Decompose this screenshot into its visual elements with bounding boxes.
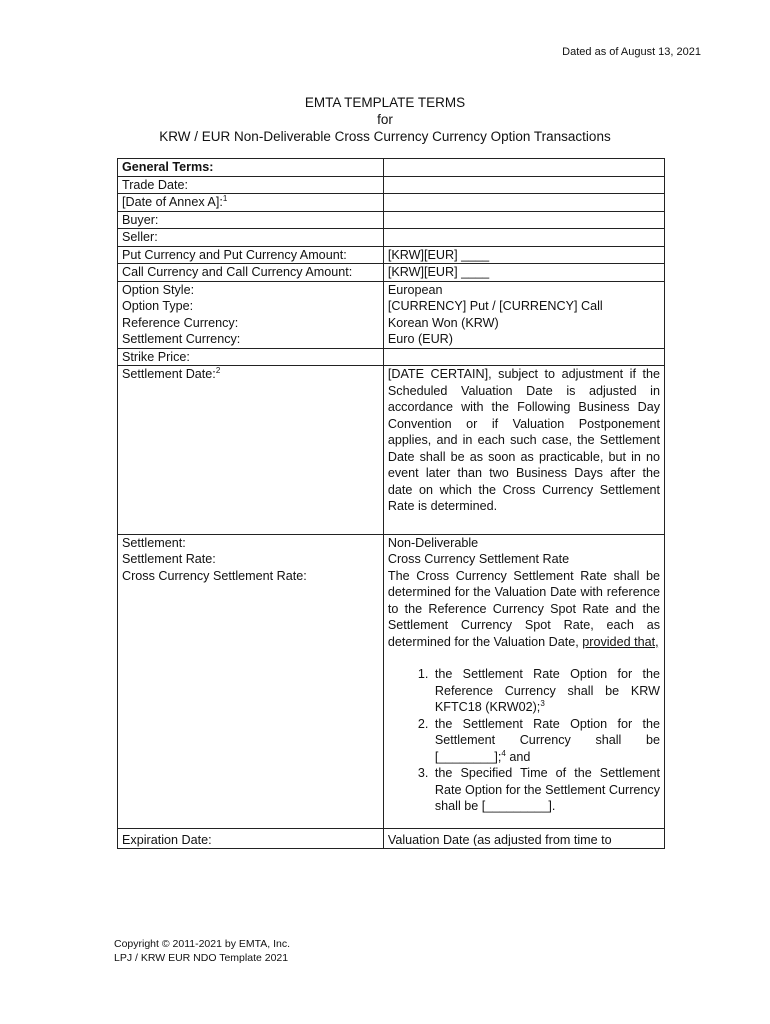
copyright-line: Copyright © 2011-2021 by EMTA, Inc. [114, 938, 291, 950]
table-row [118, 246, 665, 264]
table-row [118, 176, 665, 194]
settlement-conditions-list [388, 666, 660, 815]
expiration-date-label: Expiration Date: [118, 828, 384, 849]
footnote-ref-2[interactable]: 2 [215, 365, 221, 375]
seller-label: Seller: [118, 229, 384, 247]
page-footer [114, 938, 290, 965]
table-row [118, 534, 665, 828]
list-item: 3. the Specified Time of the Settlement Rate Option for the Settlement Currency shall be [_________]. [432, 765, 660, 815]
option-style-label: Option Style: [122, 282, 195, 297]
footnote-ref-1[interactable]: 1 [222, 193, 228, 203]
table-row [118, 366, 665, 535]
reference-currency-value: Korean Won (KRW) [387, 315, 499, 330]
provided-that: provided that, [582, 634, 659, 649]
put-currency-value: [KRW][EUR] ____ [383, 246, 664, 264]
cross-currency-settlement-rate-label: Cross Currency Settlement Rate: [122, 568, 307, 583]
footnote-ref-3[interactable]: 3 [540, 698, 545, 708]
list-item: 2. the Settlement Rate Option for the Settlement Currency shall be [________];$^4$ and [432, 716, 660, 766]
footnote-ref-4[interactable]: 4 [501, 748, 506, 758]
table-row [118, 159, 665, 177]
option-type-label: Option Type: [122, 299, 194, 313]
call-currency-value: [KRW][EUR] ____ [383, 264, 664, 282]
template-id-line: LPJ / KRW EUR NDO Template 2021 [114, 951, 289, 964]
settlement-value: Non-Deliverable [387, 535, 479, 550]
option-type-value: [CURRENCY] Put / [CURRENCY] Call [387, 299, 603, 313]
trade-date-label: Trade Date: [118, 176, 384, 194]
option-style-value: European [387, 282, 443, 297]
document-title [0, 94, 770, 145]
buyer-label: Buyer: [118, 211, 384, 229]
dated-as-of: Dated as of August 13, 2021 [562, 46, 701, 58]
table-row [118, 281, 665, 348]
expiration-date-value: Valuation Date (as adjusted from time to [387, 832, 612, 846]
settlement-date-label: Settlement Date:$^2$ [118, 366, 384, 535]
settlement-rate-label: Settlement Rate: [122, 552, 216, 566]
title-line-1: EMTA TEMPLATE TERMS [304, 95, 466, 110]
settlement-currency-value: Euro (EUR) [387, 332, 453, 346]
put-currency-label: Put Currency and Put Currency Amount: [118, 246, 384, 264]
call-currency-label: Call Currency and Call Currency Amount: [118, 264, 384, 282]
general-terms-heading: General Terms: [118, 159, 384, 177]
terms-table [117, 158, 665, 849]
title-line-3: KRW / EUR Non-Deliverable Cross Currency Currency Option Transactions [159, 129, 611, 144]
settlement-currency-label: Settlement Currency: [122, 332, 241, 346]
table-row [118, 194, 665, 212]
table-row [118, 348, 665, 366]
title-line-2: for [377, 112, 393, 127]
table-row [118, 264, 665, 282]
reference-currency-label: Reference Currency: [122, 315, 239, 330]
cross-currency-settlement-rate-value: The Cross Currency Settlement Rate shall be determined for the Valuation Date with reference to the Reference Currency Spot Rate and the Settlement Currency Spot Rate, each as determined for the Valuation Date, provided that, [387, 568, 660, 649]
table-row [118, 211, 665, 229]
list-item: 1. the Settlement Rate Option for the Reference Currency shall be KRW KFTC18 (KRW02);$^3$ [432, 666, 660, 716]
date-of-annex-label: [Date of Annex A]:$^1$ [118, 194, 384, 212]
strike-price-label: Strike Price: [118, 348, 384, 366]
table-row [118, 229, 665, 247]
table-row [118, 828, 665, 849]
settlement-date-value: [DATE CERTAIN], subject to adjustment if the Scheduled Valuation Date is adjusted in accordance with the Following Business Day Convention or if Valuation Postponement applies, and in each such case, the Settlement Date shall be as soon as practicable, but in no event later than two Business Days after the date on which the Cross Currency Settlement Rate is determined. [383, 366, 664, 535]
settlement-rate-value: Cross Currency Settlement Rate [387, 552, 570, 566]
settlement-label: Settlement: [122, 535, 186, 550]
